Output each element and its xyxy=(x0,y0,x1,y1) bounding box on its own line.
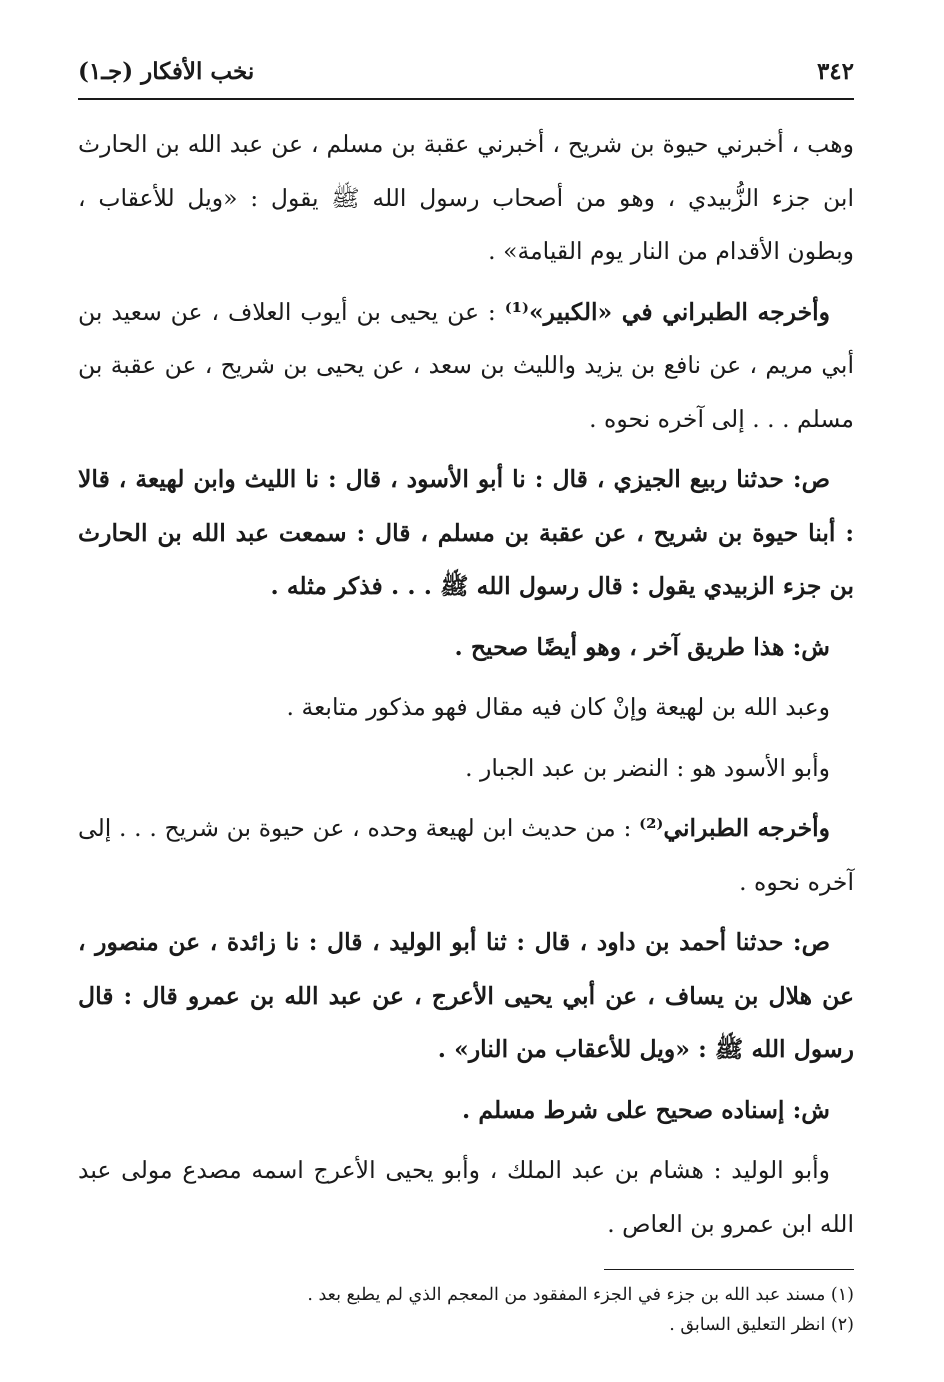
footnote-2: (٢) انظر التعليق السابق . xyxy=(669,1315,854,1335)
paragraph-text: ص: حدثنا أحمد بن داود ، قال : ثنا أبو الوليد ، قال : نا زائدة ، عن منصور ، عن هلال بن يساف ، عن أبي يحيى الأعرج ، عن عبد الله بن عمرو قال : قال رسول الله ﷺ : «ويل للأعقاب من النار» . xyxy=(78,928,854,1063)
paragraph-text: ص: حدثنا ربيع الجيزي ، قال : نا أبو الأسود ، قال : نا الليث وابن لهيعة ، قالا : أبنا حيوة بن شريح ، عن عقبة بن مسلم ، قال : سمعت عبد الله بن الحارث بن جزء الزبيدي يقول : قال رسول الله ﷺ . . . فذكر مثله . xyxy=(78,465,854,600)
book-page xyxy=(78,52,854,1340)
page-header xyxy=(78,52,854,92)
paragraph-10 xyxy=(78,1144,854,1251)
paragraph-5 xyxy=(78,681,854,735)
paragraph-text: ش: هذا طريق آخر ، وهو أيضًا صحيح . xyxy=(454,632,830,661)
paragraph-1 xyxy=(78,118,854,279)
paragraph-lead: وأخرجه الطبراني⁽²⁾ xyxy=(639,814,830,842)
page-number: ٣٤٢ xyxy=(816,58,854,85)
paragraph-7 xyxy=(78,802,854,909)
footnotes xyxy=(78,1280,854,1340)
paragraph-lead: وأخرجه الطبراني في «الكبير»⁽¹⁾ xyxy=(504,297,831,326)
paragraph-9 xyxy=(78,1084,854,1138)
paragraph-text: وهب ، أخبرني حيوة بن شريح ، أخبرني عقبة بن مسلم ، عن عبد الله بن الحارث ابن جزء الزُّبيدي ، وهو من أصحاب رسول الله ﷺ يقول : «ويل للأعقاب ، وبطون الأقدام من النار يوم القيامة» . xyxy=(78,130,854,265)
footnote-1: (١) مسند عبد الله بن جزء في الجزء المفقود من المعجم الذي لم يطبع بعد . xyxy=(307,1285,854,1305)
footnote-rule xyxy=(604,1269,854,1270)
paragraph-6 xyxy=(78,742,854,796)
paragraph-text: وأبو الوليد : هشام بن عبد الملك ، وأبو يحيى الأعرج اسمه مصدع مولى عبد الله ابن عمرو بن العاص . xyxy=(78,1156,854,1238)
paragraph-text: : عن يحيى بن أيوب العلاف ، عن سعيد بن أبي مريم ، عن نافع بن يزيد والليث بن سعد ، عن يحيى بن شريح ، عن عقبة بن مسلم . . . إلى آخره نحوه . xyxy=(78,297,854,433)
paragraph-text: وأبو الأسود هو : النضر بن عبد الجبار . xyxy=(465,753,830,782)
paragraph-2 xyxy=(78,286,854,447)
header-rule xyxy=(78,98,854,100)
paragraph-3 xyxy=(78,453,854,614)
running-title: نخب الأفكار (جـ١) xyxy=(78,58,255,85)
paragraph-8 xyxy=(78,916,854,1077)
paragraph-4 xyxy=(78,621,854,675)
paragraph-text: وعبد الله بن لهيعة وإنْ كان فيه مقال فهو مذكور متابعة . xyxy=(286,693,830,721)
paragraph-text: ش: إسناده صحيح على شرط مسلم . xyxy=(461,1095,830,1124)
main-text xyxy=(78,118,854,1251)
paragraph-text: : من حديث ابن لهيعة وحده ، عن حيوة بن شريح . . . إلى آخره نحوه . xyxy=(78,814,854,896)
